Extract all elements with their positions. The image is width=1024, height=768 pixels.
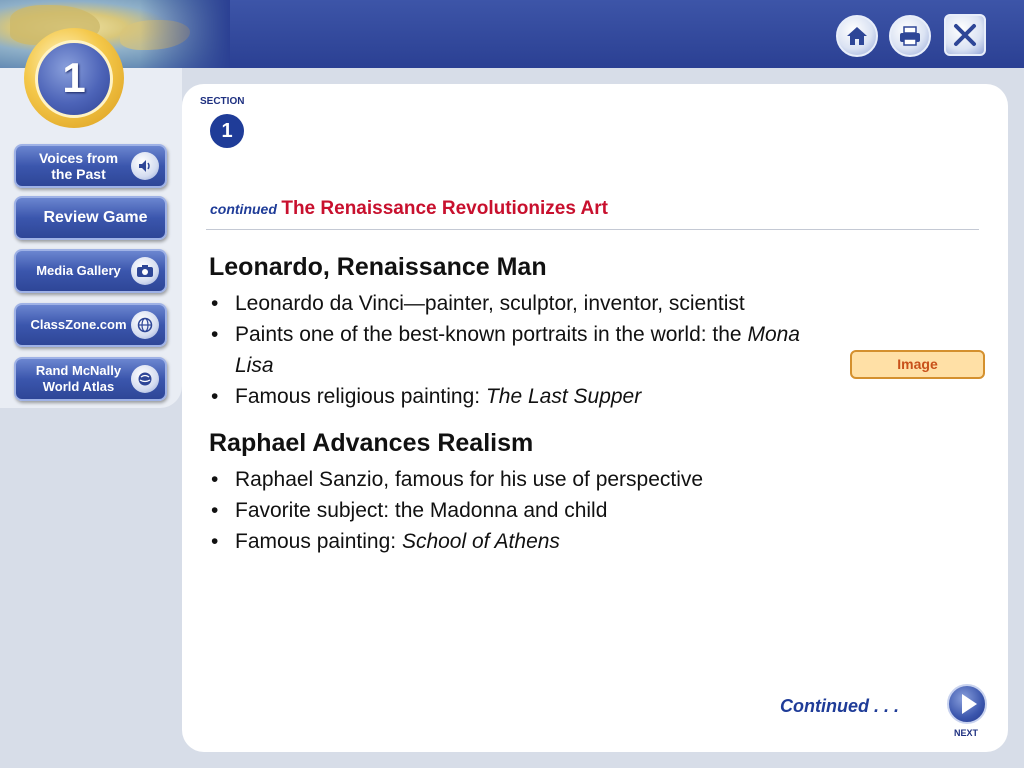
- block-heading: Raphael Advances Realism: [209, 429, 534, 457]
- play-arrow-icon: [962, 694, 977, 714]
- camera-icon: [131, 257, 159, 285]
- continued-label: continued: [210, 201, 277, 217]
- globe-icon: [131, 311, 159, 339]
- close-icon[interactable]: [944, 14, 986, 56]
- divider: [206, 229, 979, 230]
- image-button[interactable]: Image: [850, 350, 985, 379]
- bullet-item: • Leonardo da Vinci—painter, sculptor, inventor, scientist: [209, 288, 829, 319]
- rand-mcnally-atlas-button[interactable]: Rand McNally World Atlas: [14, 357, 167, 401]
- slide-heading: [210, 198, 608, 220]
- bullet-item: • Raphael Sanzio, famous for his use of perspective: [209, 464, 829, 495]
- bullet-item: • Favorite subject: the Madonna and child: [209, 495, 829, 526]
- continued-text: Continued . . .: [780, 696, 899, 716]
- bullet-item: • Famous painting: School of Athens: [209, 526, 829, 557]
- next-label: NEXT: [954, 728, 979, 738]
- bullet-item: • Paints one of the best-known portraits in the world: the Mona Lisa: [209, 319, 829, 381]
- section-number: 1: [210, 114, 244, 148]
- next-button[interactable]: [947, 684, 987, 724]
- classzone-button[interactable]: ClassZone.com: [14, 303, 167, 347]
- slide-title: The Renaissance Revolutionizes Art: [281, 198, 608, 219]
- slide-content: [209, 250, 829, 557]
- voices-from-the-past-button[interactable]: Voices from the Past: [14, 144, 167, 188]
- bullet-item: • Famous religious painting: The Last Supper: [209, 381, 829, 412]
- home-icon[interactable]: [836, 15, 878, 57]
- review-game-button[interactable]: Review Game: [14, 196, 167, 240]
- block-heading: Leonardo, Renaissance Man: [209, 253, 547, 281]
- content-block: [209, 426, 829, 557]
- section-label: SECTION: [200, 96, 245, 107]
- print-icon[interactable]: [889, 15, 931, 57]
- content-block: [209, 250, 829, 412]
- speaker-icon: [131, 152, 159, 180]
- atlas-icon: [131, 365, 159, 393]
- media-gallery-button[interactable]: Media Gallery: [14, 249, 167, 293]
- section-badge[interactable]: 1: [35, 40, 113, 118]
